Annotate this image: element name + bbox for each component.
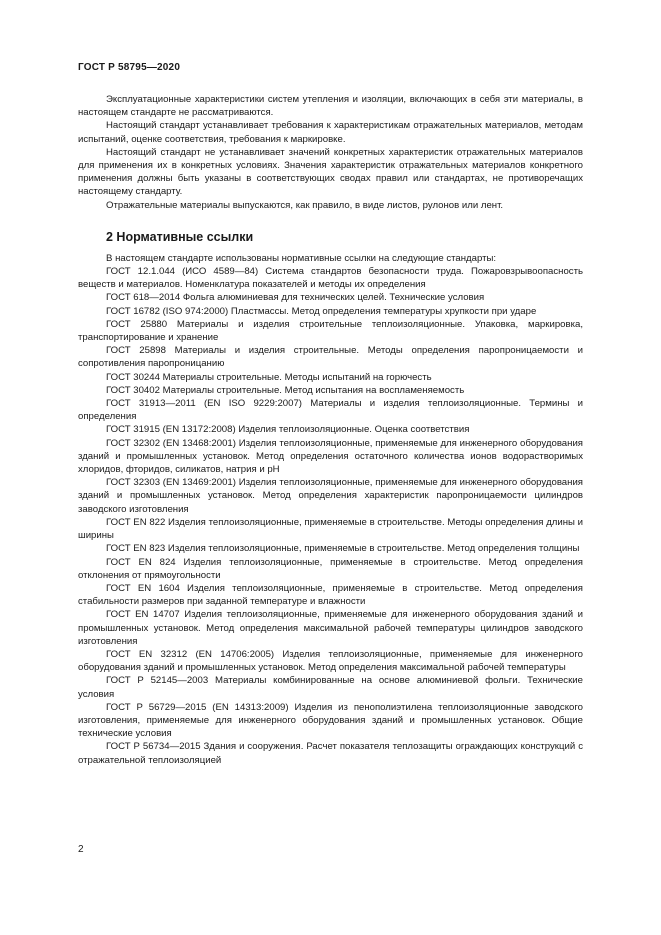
reference-item: ГОСТ 30402 Материалы строительные. Метод испытания на воспламеняемость [106, 384, 465, 396]
reference-item: ГОСТ 32302 (EN 13468:2001) Изделия теплоизоляционные, применяемые для инженерного оборудования зданий и промышленных установок. Метод определения остаточного количества ионов водорастворимых хлоридов, фторидов, силикатов, натрия и pH [78, 437, 583, 476]
reference-item: ГОСТ Р 56734—2015 Здания и сооружения. Расчет показателя теплозащиты ограждающих конструкций с отражательной теплоизоляцией [78, 741, 583, 766]
reference-item: ГОСТ EN 14707 Изделия теплоизоляционные, применяемые для инженерного оборудования зданий и промышленных установок. Метод определения максимальной рабочей температуры цилиндров заводского изготовления [78, 609, 583, 647]
page-body [78, 93, 583, 767]
reference-item: ГОСТ Р 56729—2015 (EN 14313:2009) Изделия из пенополиэтилена теплоизоляционные заводского изготовления, применяемые для инженерного оборудования зданий и промышленных установок. Общие технические условия [78, 701, 583, 740]
reference-item: ГОСТ 30244 Материалы строительные. Методы испытаний на горючесть [106, 371, 432, 383]
intro-paragraph: Отражательные материалы выпускаются, как правило, в виде листов, рулонов или лент. [106, 199, 504, 211]
reference-item: ГОСТ 31913—2011 (EN ISO 9229:2007) Материалы и изделия теплоизоляционные. Термины и определения [78, 398, 583, 423]
intro-paragraph: Настоящий стандарт устанавливает требования к характеристикам отражательных материалов, методам испытаний, оценке соответствия, требования к маркировке. [78, 120, 583, 145]
page-number: 2 [78, 844, 84, 855]
reference-item: ГОСТ 618—2014 Фольга алюминиевая для технических целей. Технические условия [106, 292, 485, 304]
reference-item: ГОСТ Р 52145—2003 Материалы комбинированные на основе алюминиевой фольги. Технические условия [78, 675, 583, 700]
reference-item: ГОСТ EN 32312 (EN 14706:2005) Изделия теплоизоляционные, применяемые для инженерного оборудования зданий и промышленных установок. Метод определения максимальной рабочей температуры [78, 648, 583, 674]
section-intro: В настоящем стандарте использованы нормативные ссылки на следующие стандарты: [106, 252, 497, 264]
reference-item: ГОСТ EN 822 Изделия теплоизоляционные, применяемые в строительстве. Методы определения длины и ширины [78, 516, 583, 542]
reference-item: ГОСТ 31915 (EN 13172:2008) Изделия теплоизоляционные. Оценка соответствия [106, 424, 470, 436]
reference-item: ГОСТ 16782 (ISO 974:2000) Пластмассы. Метод определения температуры хрупкости при ударе [106, 305, 537, 317]
reference-item: ГОСТ 12.1.044 (ИСО 4589—84) Система стандартов безопасности труда. Пожаровзрывоопасность веществ и материалов. Номенклатура показателей и методы их определения [78, 266, 583, 291]
section-heading: 2 Нормативные ссылки [106, 229, 254, 244]
reference-item: ГОСТ EN 823 Изделия теплоизоляционные, применяемые в строительстве. Метод определения толщины [106, 543, 580, 555]
reference-item: ГОСТ EN 1604 Изделия теплоизоляционные, применяемые в строительстве. Метод определения стабильности размеров при заданной температуре и влажности [78, 582, 583, 608]
reference-item: ГОСТ 32303 (EN 13469:2001) Изделия теплоизоляционные, применяемые для инженерного оборудования зданий и промышленных установок. Метод определения характеристик паропроницаемости цилиндров заводского изготовления [78, 477, 583, 515]
reference-item: ГОСТ 25880 Материалы и изделия строительные теплоизоляционные. Упаковка, маркировка, транспортирование и хранение [78, 318, 583, 344]
reference-item: ГОСТ 25898 Материалы и изделия строительные. Методы определения паропроницаемости и сопротивления паропроницанию [78, 345, 583, 370]
document-header: ГОСТ Р 58795—2020 [78, 62, 181, 73]
intro-paragraph: Настоящий стандарт не устанавливает значений конкретных характеристик отражательных материалов для применения их в конкретных условиях. Значения характеристик отражательных материалов конкретного применения должны быть указаны в соответствующих сводах правил или стандартах, не противоречащих настоящему стандарту. [78, 146, 583, 198]
intro-paragraph: Эксплуатационные характеристики систем утепления и изоляции, включающих в себя эти материалы, в настоящем стандарте не рассматриваются. [78, 94, 583, 119]
reference-item: ГОСТ EN 824 Изделия теплоизоляционные, применяемые в строительстве. Метод определения отклонения от прямоугольности [78, 556, 583, 581]
